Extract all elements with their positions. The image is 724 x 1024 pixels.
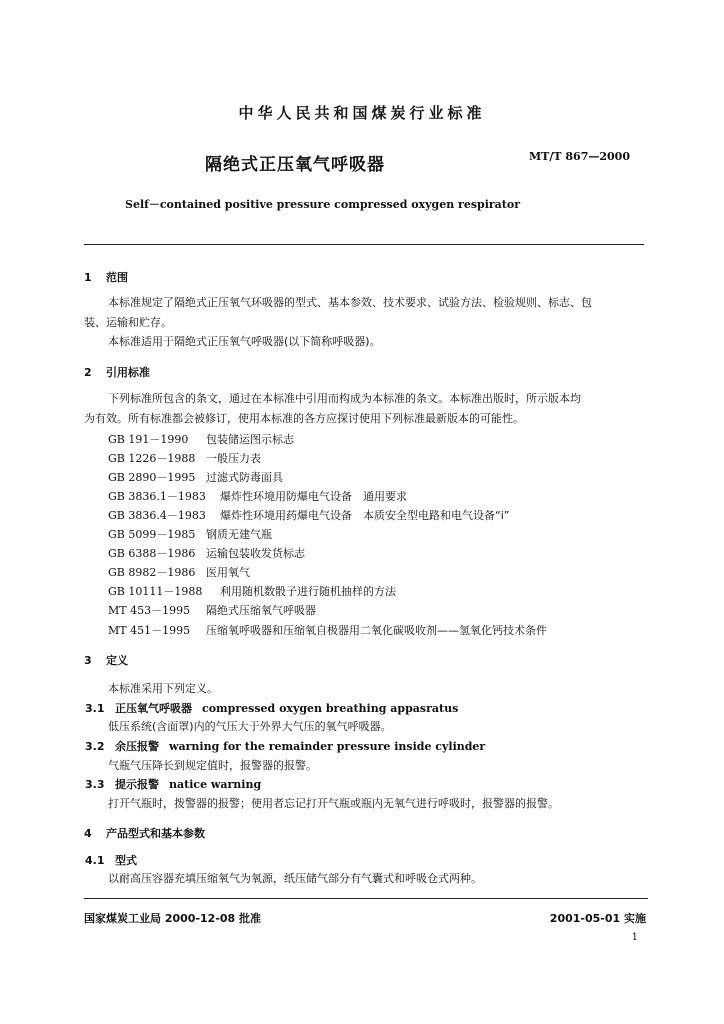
implementation-date: 2001-05-01 实施	[549, 912, 646, 925]
section-title: 定义	[106, 654, 128, 667]
org-title: 中华人民共和国煤炭行业标准	[238, 104, 486, 122]
reference-code: GB 10111－1988	[108, 585, 203, 598]
reference-item	[108, 526, 272, 542]
section-2-heading	[84, 364, 150, 380]
reference-name: 钢质无建气瓶	[206, 528, 272, 541]
reference-code: GB 5099－1985	[108, 528, 196, 541]
definition-3-3-heading	[85, 776, 261, 792]
subsection-4-1-text: 以耐高压容器充填压缩氧气为氧源，纸压储气部分有气囊式和呼吸仓式两种。	[108, 872, 482, 885]
reference-code: MT 453－1995	[108, 604, 191, 617]
reference-code: GB 2890－1995	[108, 471, 196, 484]
reference-name: 压缩氧呼吸器和压缩氧自极器用二氧化碳吸收剂——氢氧化钙技术条件	[206, 624, 547, 637]
s3-intro: 本标准采用下列定义。	[108, 682, 218, 695]
definition-term-en: warning for the remainder pressure inside cylinder	[169, 740, 486, 753]
reference-item	[108, 622, 547, 638]
reference-code: GB 191－1990	[108, 433, 189, 446]
subsection-title: 型式	[115, 854, 137, 867]
reference-item	[108, 507, 509, 523]
definition-term: 余压报警	[115, 740, 159, 753]
english-title: Self－contained positive pressure compressed oxygen respirator	[125, 198, 521, 211]
definition-3-1-heading	[85, 700, 458, 716]
header-divider	[84, 244, 644, 245]
reference-code: GB 8982－1986	[108, 566, 196, 579]
section-number: 1	[84, 271, 92, 284]
reference-item	[108, 431, 294, 447]
definition-number: 3.1	[85, 702, 105, 715]
reference-name: 医用氧气	[206, 566, 250, 579]
reference-item	[108, 545, 305, 561]
definition-3-3-text: 打开气瓶时，拨警器的报警；使用者忘记打开气瓶或瓶内无氧气进行呼吸时，报警器的报警。	[108, 797, 559, 810]
section-3-heading	[84, 652, 128, 668]
definition-3-2-text: 气瓶气压降长到规定值时，报警器的报警。	[108, 759, 317, 772]
subsection-number: 4.1	[85, 854, 105, 867]
reference-item	[108, 602, 316, 618]
section-title: 引用标准	[106, 366, 150, 379]
s2-paragraph-line-2: 为有效。所有标准都会被修订，使用本标准的各方应探讨使用下列标准最新版本的可能性。	[84, 412, 524, 425]
section-number: 2	[84, 366, 92, 379]
reference-name: 运输包装收发货标志	[206, 547, 305, 560]
definition-number: 3.2	[85, 740, 105, 753]
reference-name: 隔绝式压缩氧气呼吸器	[206, 604, 316, 617]
reference-code: GB 1226－1988	[108, 452, 196, 465]
definition-term-en: compressed oxygen breathing appasratus	[202, 702, 459, 715]
section-1-heading	[84, 269, 128, 285]
definition-3-2-heading	[85, 738, 485, 754]
reference-item	[108, 488, 407, 504]
reference-code: GB 3836.4－1983	[108, 509, 206, 522]
definition-3-1-text: 低压系统(含面罩)内的气压大于外界大气压的氧气呼吸器。	[108, 720, 392, 733]
subsection-4-1-heading	[85, 852, 137, 868]
section-4-heading	[84, 825, 205, 841]
section-title: 范围	[106, 271, 128, 284]
section-title: 产品型式和基本参数	[106, 827, 205, 840]
s1-paragraph-1-line-2: 装、运输和贮存。	[84, 316, 172, 329]
definition-number: 3.3	[85, 778, 105, 791]
reference-code: GB 3836.1－1983	[108, 490, 206, 503]
standard-number: MT/T 867—2000	[529, 150, 630, 163]
definition-term: 提示报警	[115, 778, 159, 791]
reference-item	[108, 469, 283, 485]
reference-name: 一般压力表	[206, 452, 261, 465]
definition-term: 正压氧气呼吸器	[115, 702, 192, 715]
reference-item	[108, 583, 396, 599]
footer-divider	[84, 898, 648, 899]
reference-name: 包装储运图示标志	[206, 433, 294, 446]
page-number: 1	[631, 932, 638, 943]
reference-name: 过滤式防毒面具	[206, 471, 283, 484]
reference-name: 爆炸性环境用防爆电气设备 通用要求	[220, 490, 407, 503]
s1-paragraph-2: 本标准适用于隔绝式正压氧气呼吸器(以下简称呼吸器)。	[108, 335, 381, 348]
document-title: 隔绝式正压氧气呼吸器	[205, 155, 385, 175]
reference-name: 爆炸性环境用药爆电气设备 本质安全型电路和电气设备“i”	[220, 509, 510, 522]
reference-code: GB 6388－1986	[108, 547, 196, 560]
definition-term-en: natice warning	[169, 778, 262, 791]
reference-item	[108, 450, 261, 466]
reference-name: 利用随机数骰子进行随机抽样的方法	[220, 585, 396, 598]
s2-paragraph-line-1: 下列标准所包含的条文，通过在本标准中引用而构成为本标准的条文。本标准出版时，所示版本均	[108, 392, 581, 405]
section-number: 4	[84, 827, 92, 840]
approval-date: 国家煤炭工业局 2000-12-08 批准	[84, 912, 262, 925]
s1-paragraph-1-line-1: 本标准规定了隔绝式正压氧气环吸器的型式、基本参效、技术要求、试验方法、检验规则、标志、包	[108, 296, 592, 309]
reference-item	[108, 564, 250, 580]
section-number: 3	[84, 654, 92, 667]
reference-code: MT 451－1995	[108, 624, 191, 637]
